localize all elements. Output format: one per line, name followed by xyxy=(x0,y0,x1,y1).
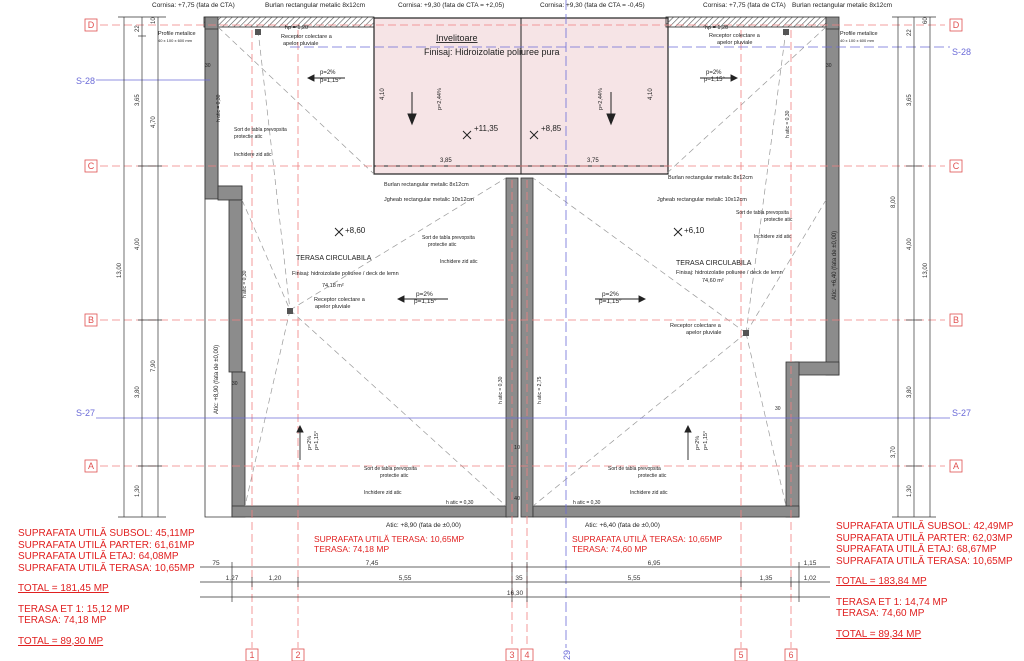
right-h-atic-3: h atic = 2,75 xyxy=(537,376,543,404)
right-sheet-2: protectie atic xyxy=(764,217,793,223)
axis-b-left: B xyxy=(87,315,95,325)
axis-c-left: C xyxy=(87,161,95,171)
right-h-atic-2: h atic = 0,30 xyxy=(573,500,601,506)
left-sheet: Sort de tabla prevopsita xyxy=(234,127,287,133)
right-dim-4: 13,00 xyxy=(923,262,929,278)
right-terrace-level: +6,10 xyxy=(684,226,705,235)
axis-6: 6 xyxy=(788,650,794,660)
left-summary-line-4: SUPRAFATA UTILĂ TERASA: 10,65MP xyxy=(18,562,195,574)
left-h-atic-1: h atic = 0,30 xyxy=(216,94,222,122)
label-profile-left: Profile metalice xyxy=(158,31,196,37)
label-hp-right: hp = 1,20 xyxy=(705,25,729,31)
roof-title: Invelitoare xyxy=(436,33,478,43)
right-sheet: Sort de tabla prevopsita xyxy=(736,210,789,216)
drain-top-left-icon xyxy=(255,29,261,35)
label-receptor-right-2: apelor pluviale xyxy=(717,40,753,46)
left-h-atic-2: h atic = 0,30 xyxy=(242,270,248,298)
right-closing: Inchidere zid atic xyxy=(754,234,792,240)
left-red-terrace: TERASA: 74,18 MP xyxy=(314,544,390,554)
bottom-dim-r2-1: 1,27 xyxy=(225,575,239,582)
right-slope-1b: p=1,15° xyxy=(704,77,725,83)
label-mid-right-cornice: Cornisa: +9,30 (fata de CTA = -0,45) xyxy=(540,2,645,9)
mid-closing: Inchidere zid atic xyxy=(440,259,478,265)
terrace-red-labels xyxy=(314,534,723,554)
left-closing: Inchidere zid atic xyxy=(234,152,272,158)
left-slope-2b: p=1,15° xyxy=(414,298,437,305)
section-s27-left: S-27 xyxy=(76,408,96,418)
roof-slope-left: p=2,44% xyxy=(437,88,443,110)
axis-a-right: A xyxy=(952,461,960,471)
left-slope-1b: p=1,15° xyxy=(320,78,341,84)
right-slope-3: p=2% xyxy=(695,435,701,450)
bottom-dimension-texts xyxy=(212,560,816,597)
right-dim-2: 3,65 xyxy=(907,94,913,106)
axis-1: 1 xyxy=(249,650,255,660)
label-right-cornice: Cornisa: +7,75 (fata de CTA) xyxy=(703,2,786,9)
label-mid-left-cornice: Cornisa: +9,30 (fata de CTA = +2,05) xyxy=(398,2,505,9)
left-terrace-area: 74,18 m² xyxy=(322,283,344,289)
left-slope-2: p=2% xyxy=(416,291,433,298)
mid-sheet-2: protectie atic xyxy=(428,242,457,248)
bottom-dim-r1-4: 1,15 xyxy=(803,560,817,567)
bottom-dim-r2-2: 1,20 xyxy=(268,575,282,582)
right-wall-dim: 30 xyxy=(826,63,832,69)
left-wall-dim: 30 xyxy=(205,63,211,69)
bottom-dim-r1-2: 7,45 xyxy=(365,560,379,567)
section-s28-left: S-28 xyxy=(76,76,96,86)
left-receptor-2: apelor pluviale xyxy=(315,304,351,310)
roof-channel-left: Jgheab rectangular metalic 10x12cm xyxy=(384,197,474,203)
label-receptor-left-2: apelor pluviale xyxy=(283,41,319,47)
right-area-summary xyxy=(836,521,1013,640)
right-dimension-chain xyxy=(892,17,936,517)
axis-5: 5 xyxy=(738,650,744,660)
section-s28-right: S-28 xyxy=(952,47,972,57)
left-dim-2: 3,65 xyxy=(135,94,141,106)
left-slope-3b: p=1,15° xyxy=(314,430,320,450)
left-dim-4: 13,00 xyxy=(117,262,123,278)
section-s27-right: S-27 xyxy=(952,408,972,418)
right-red-terrace: TERASA: 74,60 MP xyxy=(572,544,648,554)
right-sheet-b2: protectie atic xyxy=(638,473,667,479)
bottom-dim-r2-4: 35 xyxy=(515,575,523,582)
mid-sheet: Sort de tabla prevopsita xyxy=(422,235,475,241)
right-slope-1: p=2% xyxy=(706,70,722,76)
right-dim-8: 1,30 xyxy=(907,485,913,497)
roof-slope-right: p=2,44% xyxy=(598,88,604,110)
left-attic-side: Atic: +8,90 (fata de ±0,00) xyxy=(214,344,220,414)
axis-d-left: D xyxy=(87,20,95,30)
right-dim-1: 22 xyxy=(907,29,913,36)
mid-dim-bottom: 40 xyxy=(514,496,521,502)
right-dim-6: 3,80 xyxy=(907,386,913,398)
roof-dim-left: 3,85 xyxy=(440,158,452,164)
roof-channel-right: Jgheab rectangular metalic 10x12cm xyxy=(657,197,747,203)
left-summary-total: TOTAL = 181,45 MP xyxy=(18,583,109,594)
right-slope-2: p=2% xyxy=(602,291,619,298)
right-dimension-texts xyxy=(891,17,929,497)
right-red-title: SUPRAFATA UTILĂ TERASA: 10,65MP xyxy=(572,534,723,544)
right-dim-3: 8,00 xyxy=(891,196,897,208)
roof-level-left: +11,35 xyxy=(474,124,499,133)
left-dimension-texts xyxy=(117,17,157,497)
bottom-dim-r2-7: 1,02 xyxy=(803,575,817,582)
left-dim-7: 3,80 xyxy=(135,386,141,398)
left-dim-3: 4,70 xyxy=(151,116,157,128)
left-receptor: Receptor colectare a xyxy=(314,297,365,303)
bottom-dim-r1-3: 6,95 xyxy=(647,560,661,567)
right-attic-bottom: Atic: +6,40 (fata de ±0,00) xyxy=(585,522,660,529)
left-sheet-2: protectie atic xyxy=(234,134,263,140)
right-dim-9: 60 xyxy=(923,17,929,24)
left-summary-terrace-1: TERASA ET 1: 15,12 MP xyxy=(18,603,130,615)
roof-gutter-right: Burlan rectangular metalic 8x12cm xyxy=(668,175,753,181)
left-dimension-chain xyxy=(118,17,166,517)
left-dim-8: 1,30 xyxy=(135,485,141,497)
left-summary-total-2: TOTAL = 89,30 MP xyxy=(18,635,104,647)
axis-d-right: D xyxy=(952,20,960,30)
left-slope-1: p=2% xyxy=(320,70,336,76)
right-summary-line-1: SUPRAFATA UTILĂ SUBSOL: 42,49MP xyxy=(836,521,1014,532)
left-sheet-b2: protectie atic xyxy=(380,473,409,479)
left-red-title: SUPRAFATA UTILĂ TERASA: 10,65MP xyxy=(314,534,465,544)
label-left-gutter: Burlan rectangular metalic 8x12cm xyxy=(265,2,366,9)
left-closing-b: Inchidere zid atic xyxy=(364,490,402,496)
drain-right-icon xyxy=(743,330,749,336)
right-summary-total-2: TOTAL = 89,34 MP xyxy=(836,628,922,640)
corner-post-right xyxy=(826,17,839,29)
left-dim-1: 22 xyxy=(135,25,141,32)
roof-finish: Finisaj: Hidroizolatie poliuree pura xyxy=(424,47,560,57)
label-left-cornice: Cornisa: +7,75 (fata de CTA) xyxy=(152,2,235,9)
right-slope-3b: p=1,15° xyxy=(703,430,709,450)
section-29: 29 xyxy=(562,649,572,660)
right-receptor-2: apelor pluviale xyxy=(686,330,722,336)
left-summary-line-1: SUPRAFATA UTILĂ SUBSOL: 45,11MP xyxy=(18,528,195,539)
mid-dim-top: 10 xyxy=(514,445,521,451)
roof-gutter-left: Burlan rectangular metalic 8x12cm xyxy=(384,182,469,188)
axis-4: 4 xyxy=(524,650,530,660)
left-h-atic-3: h atic = 0,30 xyxy=(446,500,474,506)
right-sheet-b: Sort de tabla prevopsita xyxy=(608,466,661,472)
left-dim-5: 4,00 xyxy=(135,238,141,250)
bottom-dim-r2-5: 5,55 xyxy=(627,575,641,582)
right-receptor: Receptor colectare a xyxy=(670,323,721,329)
right-wall-dim-2: 30 xyxy=(775,406,781,412)
left-terrace-finish: Finisaj: hidroizolatie poliuree / deck de lemn xyxy=(292,271,399,277)
right-terrace-finish: Finisaj: hidroizolatie poliuree / deck de lemn xyxy=(676,270,783,276)
label-right-gutter: Burlan rectangular metalic 8x12cm xyxy=(792,2,893,9)
label-receptor-left: Receptor colectare a xyxy=(281,34,332,40)
roof-dim-right: 3,75 xyxy=(587,158,599,164)
label-receptor-right: Receptor colectare a xyxy=(709,33,760,39)
left-terrace-title: TERASA CIRCULABILA xyxy=(296,255,372,262)
drain-left-icon xyxy=(287,308,293,314)
axis-3: 3 xyxy=(509,650,515,660)
right-dim-7: 3,70 xyxy=(891,446,897,458)
left-area-summary xyxy=(18,528,195,647)
right-summary-total: TOTAL = 183,84 MP xyxy=(836,576,927,587)
right-summary-terrace-1: TERASA ET 1: 14,74 MP xyxy=(836,596,948,608)
right-attic-side: Atic: +6,40 (fata de ±0,00) xyxy=(832,230,838,300)
right-summary-line-3: SUPRAFATA UTILĂ ETAJ: 68,67MP xyxy=(836,544,997,555)
label-profile-left-size: 40 x 100 x 600 mm xyxy=(158,38,193,43)
right-closing-b: Inchidere zid atic xyxy=(630,490,668,496)
left-wall-dim-2: 30 xyxy=(232,381,238,387)
axis-a-left: A xyxy=(87,461,95,471)
left-summary-line-2: SUPRAFATA UTILĂ PARTER: 61,61MP xyxy=(18,539,195,551)
label-profile-right-size: 40 x 100 x 600 mm xyxy=(840,38,875,43)
right-summary-terrace-2: TERASA: 74,60 MP xyxy=(836,608,925,619)
roof-height-left: 4,10 xyxy=(380,88,386,100)
left-terrace-level: +8,60 xyxy=(345,226,366,235)
right-terrace-title: TERASA CIRCULABILA xyxy=(676,260,752,267)
left-h-atic-4: h atic = 0,30 xyxy=(498,376,504,404)
axis-b-right: B xyxy=(952,315,960,325)
right-dim-5: 4,00 xyxy=(907,238,913,250)
left-attic-bottom: Atic: +8,90 (fata de ±0,00) xyxy=(386,522,461,529)
hatched-strip-right xyxy=(666,17,826,27)
roof-height-right: 4,10 xyxy=(648,88,654,100)
axis-2: 2 xyxy=(295,650,301,660)
label-hp-left: hp = 1,20 xyxy=(285,25,309,31)
corner-post-left xyxy=(205,17,218,29)
left-dim-9: 10 xyxy=(151,17,157,24)
right-h-atic-1: h atic = 0,30 xyxy=(785,110,791,138)
right-summary-line-4: SUPRAFATA UTILĂ TERASA: 10,65MP xyxy=(836,555,1013,567)
roof-level-right: +8,85 xyxy=(541,124,562,133)
bottom-dim-r2-6: 1,35 xyxy=(759,575,773,582)
right-summary-line-2: SUPRAFATA UTILĂ PARTER: 62,03MP xyxy=(836,532,1013,544)
label-profile-right: Profile metalice xyxy=(840,31,878,37)
right-terrace-area: 74,60 m² xyxy=(702,278,724,284)
left-sheet-b: Sort de tabla prevopsita xyxy=(364,466,417,472)
left-dim-6: 7,90 xyxy=(151,360,157,372)
bottom-dim-r1-1: 75 xyxy=(212,560,220,567)
axis-c-right: C xyxy=(952,161,960,171)
drain-top-right-icon xyxy=(783,29,789,35)
bottom-dim-total: 16,30 xyxy=(506,590,524,597)
left-slope-3: p=2% xyxy=(307,435,313,450)
right-slope-2b: p=1,15° xyxy=(599,298,622,305)
left-summary-line-3: SUPRAFATA UTILĂ ETAJ: 64,08MP xyxy=(18,551,179,562)
left-summary-terrace-2: TERASA: 74,18 MP xyxy=(18,615,107,626)
bottom-dim-r2-3: 5,55 xyxy=(398,575,412,582)
